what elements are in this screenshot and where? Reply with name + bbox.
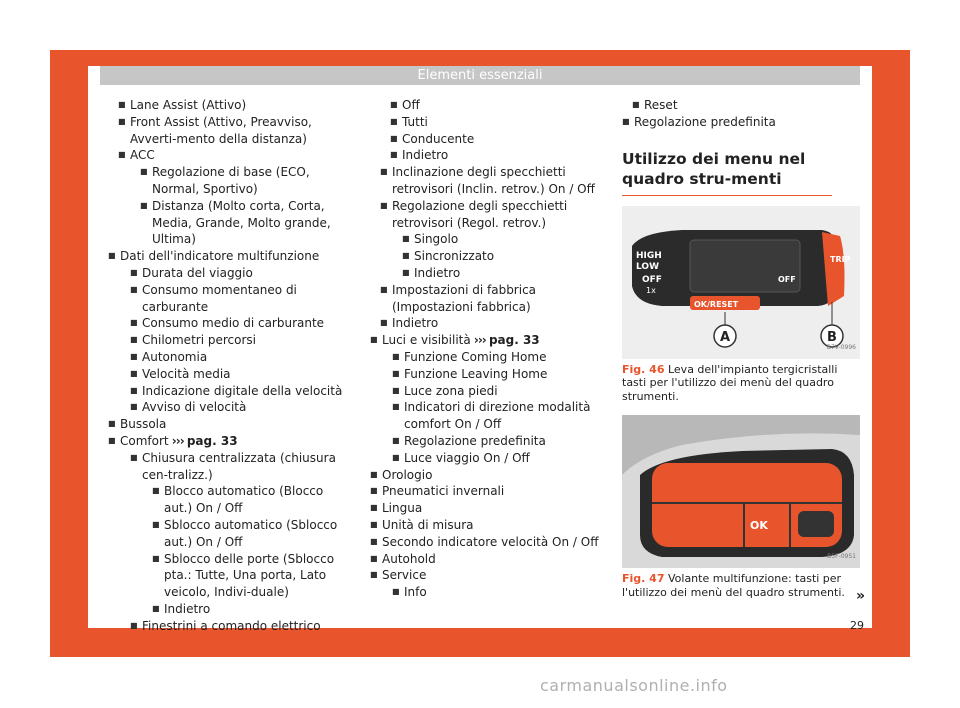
list-item-text: Luce viaggio On / Off [404, 450, 530, 465]
list-item [392, 399, 610, 433]
list-item-text: Chiusura centralizzata (chiusura cen-tralizz.) [142, 450, 336, 482]
label-ok-reset: OK/RESET [694, 299, 739, 309]
chevron-right-icon: ››› [470, 333, 489, 348]
list-item-text: Comfort [120, 433, 169, 448]
list-item-text: Velocità media [142, 366, 231, 381]
list-item [370, 467, 610, 484]
list-item-text: Consumo medio di carburante [142, 316, 325, 331]
label-high: HIGH [636, 250, 662, 261]
list-item-text: Impostazioni di fabbrica (Impostazioni fabbrica) [392, 282, 537, 314]
list-item [118, 97, 348, 114]
caption-text: Leva dell'impianto tergicristalli tasti per l'utilizzo dei menù del quadro strumenti. [622, 362, 838, 403]
figure-caption [622, 363, 854, 404]
figure-caption [622, 572, 854, 599]
list-item [130, 349, 348, 366]
list-item-text: Orologio [382, 467, 433, 482]
sub-list [392, 349, 610, 467]
list-item-text: Singolo [414, 232, 459, 247]
list-item-text: Inclinazione degli specchietti retrovisori (Inclin. retrov.) On / Off [392, 165, 595, 196]
wiper-lever-illustration [622, 206, 860, 359]
list-item [130, 450, 348, 618]
list-item-text: Pneumatici invernali [382, 484, 505, 499]
list-item-text: Avviso di velocità [142, 400, 247, 415]
list-item [380, 164, 610, 198]
list-item-text: Indicatori di direzione modalità comfort On / Off [404, 400, 591, 432]
figure-label: Fig. 47 [622, 572, 665, 586]
callout-a: A [720, 329, 731, 345]
figure-label: Fig. 46 [622, 362, 665, 376]
column-1 [108, 97, 348, 635]
list-item-text: Conducente [402, 131, 475, 146]
list-item [130, 366, 348, 383]
list-item-text: Regolazione predefinita [404, 433, 546, 448]
page-reference-text: pag. 33 [186, 433, 238, 448]
page-number: 29 [850, 619, 864, 632]
list-item [392, 450, 610, 467]
watermark: carmanualsonline.info [540, 676, 728, 695]
list-item-text: Reset [644, 98, 678, 112]
list-item [108, 433, 348, 635]
list-item [130, 332, 348, 349]
list-item-text: Secondo indicatore velocità On / Off [382, 534, 599, 549]
sub-list [140, 164, 348, 248]
list-item-text: Funzione Leaving Home [404, 366, 548, 381]
list-item-text: Indicazione digitale della velocità [142, 383, 343, 398]
list-item [392, 349, 610, 366]
list-item [152, 601, 348, 618]
list-item-text: Sblocco delle porte (Sblocco pta.: Tutte, Una porta, Lato veicolo, Indivi-duale) [164, 551, 335, 600]
list-item-text: Indietro [392, 316, 439, 331]
list-item [392, 584, 610, 601]
list-item [392, 383, 610, 400]
list-item-text: Info [404, 585, 427, 600]
sub-list [380, 97, 610, 332]
list-item-text: Lingua [382, 501, 423, 516]
list-item [152, 517, 348, 551]
column-3 [622, 97, 862, 599]
list-item-text: Service [382, 568, 427, 583]
list-item-text: Indietro [164, 601, 211, 616]
list-item [130, 282, 348, 316]
list-item [390, 147, 610, 164]
figure-wiper-lever [622, 206, 860, 359]
list-item [130, 399, 348, 416]
label-1x: 1x [646, 285, 656, 295]
sub-list [152, 483, 348, 617]
label-off-right: OFF [778, 274, 796, 284]
list-item [370, 332, 610, 466]
list-item-text: Sblocco automatico (Sblocco aut.) On / Off [164, 517, 338, 549]
sub-list [130, 265, 348, 416]
list-item-text: Unità di misura [382, 517, 474, 532]
list-item-text: Autohold [382, 551, 436, 566]
list-item-text: Blocco automatico (Blocco aut.) On / Off [164, 484, 324, 516]
label-trip: TRIP [830, 254, 851, 264]
list-item [390, 114, 610, 131]
steering-wheel-illustration [622, 415, 860, 568]
list-item [402, 248, 610, 265]
sub-list [632, 97, 862, 114]
list-item [392, 433, 610, 450]
list-item-text: Regolazione degli specchietti retrovisori (Regol. retrov.) [392, 198, 568, 230]
list-item-text: Indietro [402, 148, 449, 163]
list-item [370, 500, 610, 517]
list-item-text: Funzione Coming Home [404, 349, 547, 364]
list-item [130, 265, 348, 282]
list-item-text: Lane Assist (Attivo) [130, 98, 247, 112]
list-item [402, 265, 610, 282]
list-item [118, 114, 348, 148]
label-ok: OK [750, 519, 768, 533]
list-item [380, 315, 610, 332]
list-item-text: Regolazione di base (ECO, Normal, Sportivo) [152, 165, 310, 196]
sub-list [392, 584, 610, 601]
menu-list [622, 97, 862, 131]
list-item-text: Durata del viaggio [142, 265, 253, 280]
label-low: LOW [636, 261, 659, 272]
list-item [632, 97, 862, 114]
list-item [402, 231, 610, 248]
list-item-text: Consumo momentaneo di carburante [142, 282, 297, 314]
list-item [380, 282, 610, 316]
menu-list [370, 97, 610, 601]
list-item-text: Indietro [414, 265, 461, 280]
page-reference[interactable] [471, 333, 540, 347]
list-item-text: Chilometri percorsi [142, 333, 256, 348]
callout-b: B [827, 329, 837, 345]
list-item [130, 618, 348, 635]
menu-list [108, 97, 348, 635]
list-item [380, 198, 610, 282]
list-item [118, 147, 348, 248]
page-reference[interactable] [169, 434, 238, 448]
list-item-text: Sincronizzato [414, 249, 495, 264]
list-item [622, 114, 862, 131]
list-item-text: Autonomia [142, 349, 208, 364]
continue-arrow: » [856, 588, 866, 604]
sub-list [390, 97, 610, 164]
list-item-text: Distanza (Molto corta, Corta, Media, Grande, Molto grande, Ultima) [152, 198, 331, 247]
list-item-text: Finestrini a comando elettrico [142, 618, 321, 633]
list-item-text: ACC [130, 148, 155, 163]
list-item-text: Off [402, 98, 420, 112]
figure-code: B5F-0951 [827, 553, 856, 561]
list-item-text: Luci e visibilità [382, 333, 471, 348]
list-item [370, 517, 610, 534]
figure-steering-wheel [622, 415, 860, 568]
list-item-text: Front Assist (Attivo, Preavviso, Avverti-mento della distanza) [130, 114, 312, 146]
chevron-right-icon: ››› [168, 433, 187, 448]
list-item-text: Tutti [402, 114, 428, 129]
list-item [140, 198, 348, 248]
label-off: OFF [642, 274, 662, 285]
column-2 [370, 97, 610, 601]
list-item [108, 416, 348, 433]
list-item [152, 483, 348, 517]
list-item [370, 567, 610, 601]
page-reference-text: pag. 33 [488, 333, 540, 348]
sub-list [130, 450, 348, 635]
chapter-header: Elementi essenziali [100, 66, 860, 85]
section-title: Utilizzo dei menu nel quadro stru-menti [622, 149, 832, 196]
list-item [370, 551, 610, 568]
list-item [390, 97, 610, 114]
list-item-text: Dati dell'indicatore multifunzione [120, 249, 320, 264]
list-item [108, 248, 348, 416]
sub-list [402, 231, 610, 281]
list-item [140, 164, 348, 198]
list-item [392, 366, 610, 383]
list-item-text: Luce zona piedi [404, 383, 498, 398]
list-item [370, 483, 610, 500]
list-item-text: Regolazione predefinita [634, 114, 776, 129]
caption-text: Volante multifunzione: tasti per l'utilizzo dei menù del quadro strumenti. [622, 572, 845, 599]
list-item [390, 131, 610, 148]
sub-list [118, 97, 348, 248]
list-item [152, 551, 348, 601]
list-item-text: Bussola [120, 417, 167, 432]
list-item [370, 534, 610, 551]
figure-code: B7V-0996 [826, 343, 856, 351]
list-item [130, 383, 348, 400]
list-item [130, 315, 348, 332]
